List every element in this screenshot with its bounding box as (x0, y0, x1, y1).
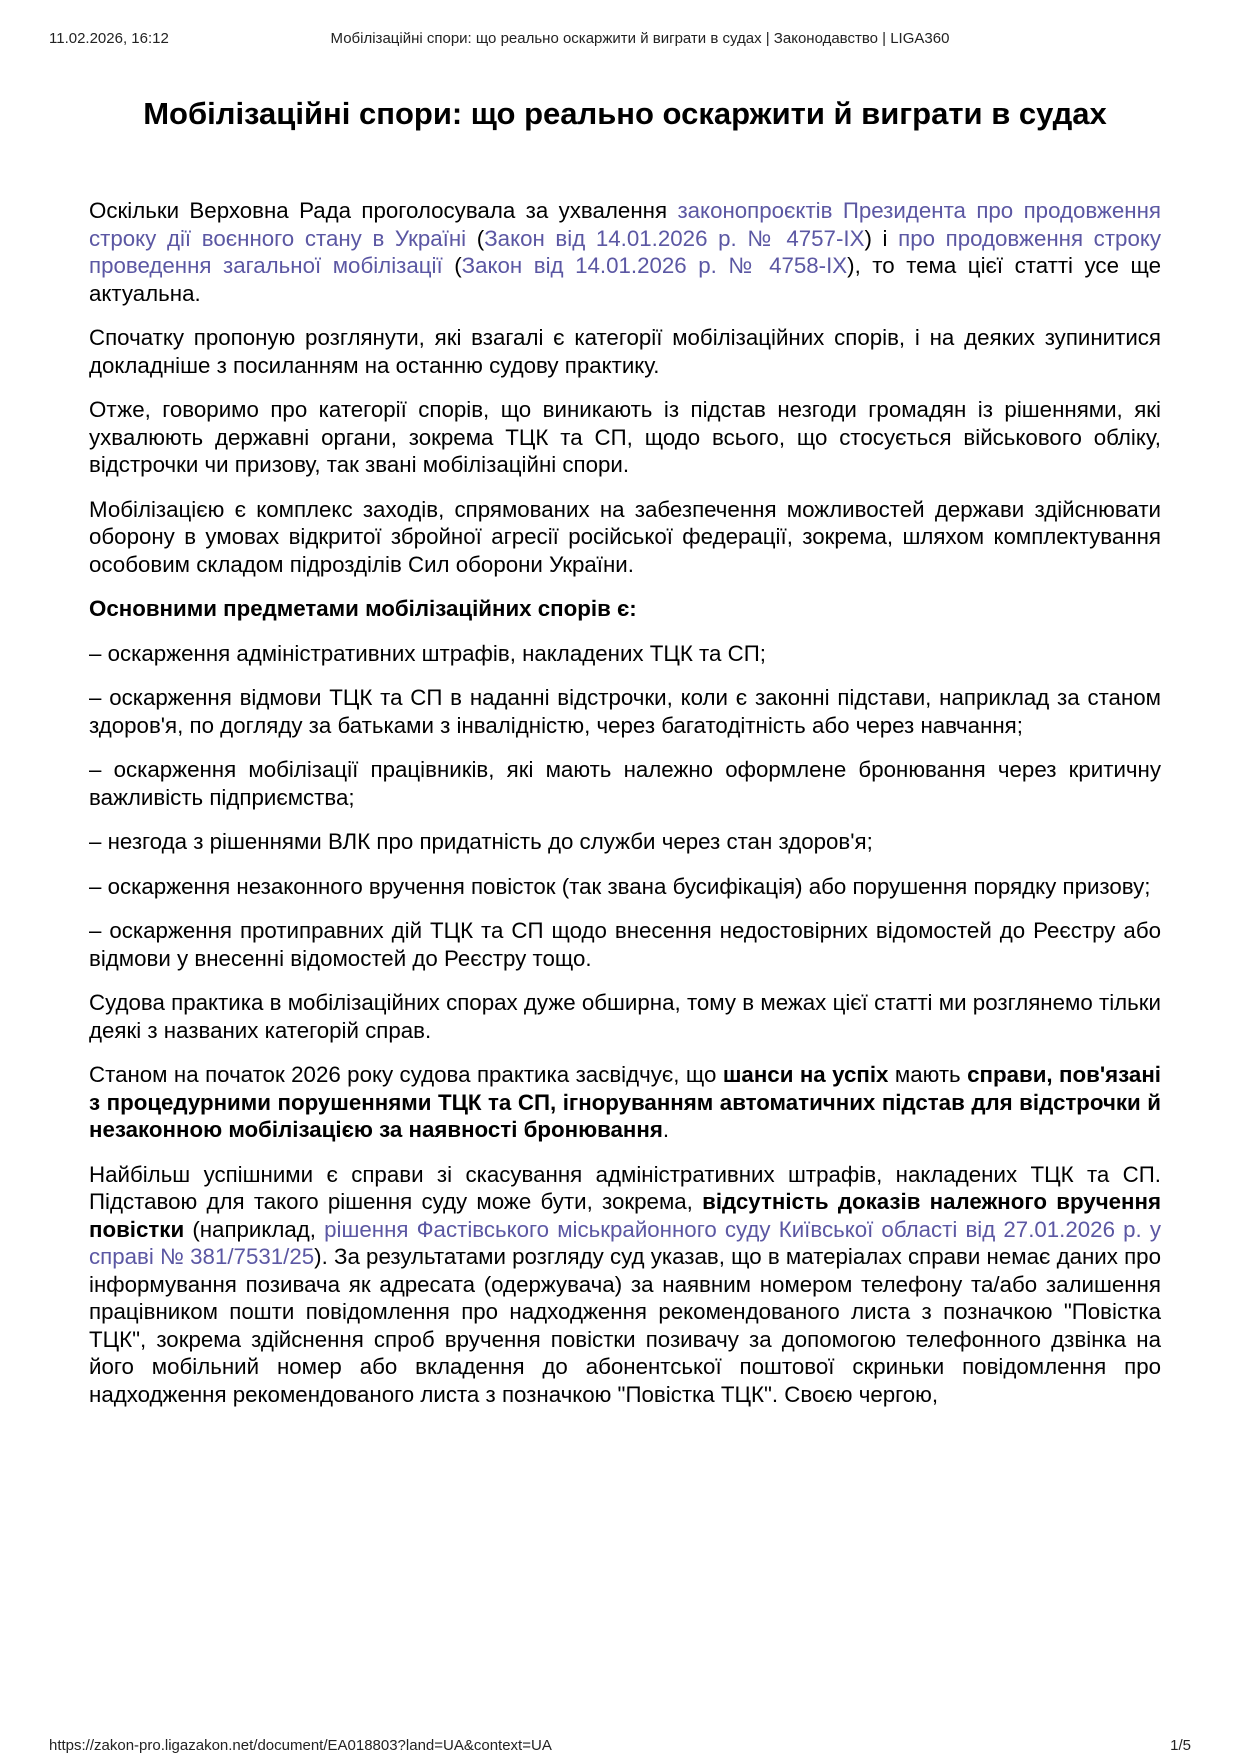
subjects-heading (89, 595, 1161, 623)
print-footer (49, 1737, 1191, 1757)
subject-list-item: – оскарження протиправних дій ТЦК та СП щодо внесення недостовірних відомостей до Реєстру або відмови у внесенні відомостей до Реєстру тощо. (89, 918, 1161, 971)
article (89, 86, 1161, 1425)
print-page-title: Мобілізаційні спори: що реально оскаржити й виграти в судах | Законодавство | LIGA360 (330, 30, 950, 47)
text-segment: Станом на початок 2026 року судова практика засвідчує, що (89, 1062, 723, 1087)
paragraph-chances (89, 1061, 1161, 1144)
bold-segment: шанси на успіх (722, 1062, 889, 1087)
subject-list-item: – оскарження відмови ТЦК та СП в наданні відстрочки, коли є законні підстави, наприклад за станом здоров'я, по догляду за батьками з інвалідністю, через багатодітність або через навчання; (89, 685, 1161, 738)
link-fastiv-court-decision[interactable]: рішення Фастівського міськрайонного суду Київської області від 27.01.2026 р. у справі № 381/7531/25 (89, 1216, 1161, 1269)
subject-list-item: – оскарження незаконного вручення повісток (так звана бусифікація) або порушення порядку призову; (89, 873, 1151, 899)
text-segment: (наприклад, (184, 1216, 325, 1242)
paragraph: Судова практика в мобілізаційних спорах дуже обширна, тому в межах цієї статті ми розглянемо тільки деякі з названих категорій справ. (89, 990, 1161, 1043)
text-segment: ( (442, 253, 462, 278)
subjects-heading-text: Основними предметами мобілізаційних спорів є: (89, 596, 637, 621)
paragraph: Мобілізацією є комплекс заходів, спрямованих на забезпечення можливостей держави здійснювати оборону в умовах відкритої збройної агресії російської федерації, зокрема, шляхом комплектування особовим складом підрозділів Сил оборони України. (89, 496, 1161, 577)
bold-segment: відсутність доказів належного вручення повістки (89, 1189, 1161, 1242)
paragraph-fines (89, 1161, 1161, 1409)
paragraph-intro (89, 197, 1161, 307)
subject-list-item: – незгода з рішеннями ВЛК про придатність до служби через стан здоров'я; (89, 829, 873, 854)
text-segment: ), то тема цієї статті усе ще актуальна. (89, 253, 1161, 306)
link-draft-laws-martial-law[interactable]: законопроєктів Президента про продовження строку дії воєнного стану в Україні (89, 198, 1162, 251)
link-general-mobilization[interactable]: про продовження строку проведення загальної мобілізації (89, 225, 1162, 278)
text-segment: ( (466, 225, 485, 251)
link-law-4758-ix[interactable]: Закон від 14.01.2026 р. № 4758-IX (461, 253, 848, 278)
text-segment: . (662, 1117, 670, 1142)
article-body (89, 197, 1161, 1408)
subject-list-item: – оскарження мобілізації працівників, які мають належно оформлене бронювання через критичну важливість підприємства; (89, 757, 1161, 810)
print-header (49, 30, 1191, 50)
text-segment: ). За результатами розгляду суд указав, що в матеріалах справи немає даних про інформування позивача як адресата (одержувача) за наявним номером телефону та/або залишення працівником пошти повідомлення про надходження рекомендованого листа з позначкою "Повістка ТЦК", зокрема здійснення спроб вручення повістки позивачу за допомогою телефонного дзвінка на його мобільний номер або вкладення до абонентської поштової скриньки повідомлення про надходження рекомендованого листа з позначкою "Повістка ТЦК". Своєю чергою, (89, 1244, 1161, 1407)
text-segment: мають (888, 1062, 968, 1087)
bold-segment: справи, пов'язані з процедурними порушеннями ТЦК та СП, ігноруванням автоматичних підстав для відстрочки й незаконною мобілізацією за наявності бронювання (89, 1062, 1161, 1142)
text-segment: Найбільш успішними є справи зі скасування адміністративних штрафів, накладених ТЦК та СП. Підставою для такого рішення суду може бути, зокрема, (89, 1161, 1161, 1214)
text-segment: ) і (864, 225, 899, 251)
paragraph: Спочатку пропоную розглянути, які взагалі є категорії мобілізаційних спорів, і на деяких зупинитися докладніше з посиланням на останню судову практику. (89, 325, 1161, 378)
link-law-4757-ix[interactable]: Закон від 14.01.2026 р. № 4757-IX (484, 225, 865, 251)
subject-list-item: – оскарження адміністративних штрафів, накладених ТЦК та СП; (89, 640, 766, 666)
text-segment: Оскільки Верховна Рада проголосувала за ухвалення (89, 198, 678, 223)
paragraph: Отже, говоримо про категорії спорів, що виникають із підстав незгоди громадян із рішеннями, які ухвалюють державні органи, зокрема ТЦК та СП, щодо всього, що стосується військового обліку, відстрочки чи призову, так звані мобілізаційні спори. (89, 397, 1161, 477)
print-url: https://zakon-pro.ligazakon.net/document/EA018803?land=UA&context=UA (49, 1737, 552, 1754)
print-datetime: 11.02.2026, 16:12 (49, 30, 169, 47)
page-number: 1/5 (1170, 1737, 1191, 1754)
article-title: Мобілізаційні спори: що реально оскаржити й виграти в судах (143, 96, 1107, 131)
